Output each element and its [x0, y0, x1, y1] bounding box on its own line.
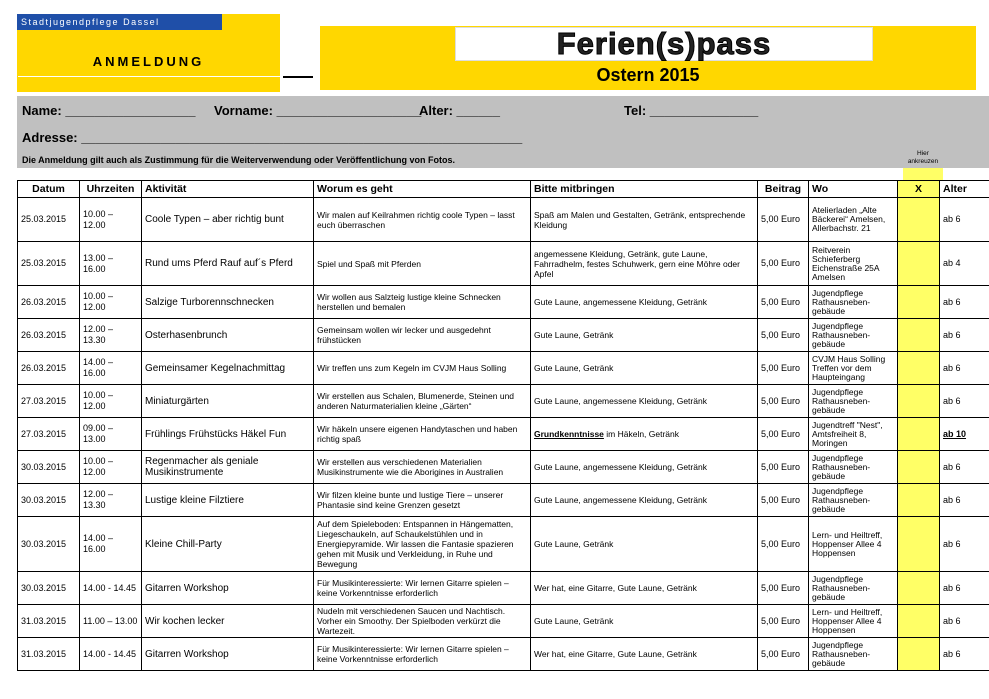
- cell-mitbringen: [531, 418, 758, 451]
- cell-datum: 25.03.2015: [18, 242, 80, 286]
- cell-worum: Wir erstellen aus Schalen, Blumenerde, Steinen und anderen Naturmaterialien kleine „Gärten“: [314, 385, 531, 418]
- signup-checkbox[interactable]: [898, 352, 940, 385]
- cell-wo: Lern- und Heiltreff, Hoppenser Allee 4 Hoppensen: [809, 605, 898, 638]
- mitbringen-emphasis: Grundkenntnisse: [534, 429, 604, 439]
- cell-alter: ab 10: [940, 418, 989, 451]
- cell-zeit: 09.00 – 13.00: [80, 418, 142, 451]
- cell-aktivitaet: Wir kochen lecker: [142, 605, 314, 638]
- cell-datum: 31.03.2015: [18, 638, 80, 671]
- cell-beitrag: 5,00 Euro: [758, 198, 809, 242]
- cell-zeit: 10.00 – 12.00: [80, 198, 142, 242]
- cell-zeit: 10.00 – 12.00: [80, 451, 142, 484]
- signup-checkbox[interactable]: [898, 286, 940, 319]
- divider: [283, 76, 313, 78]
- signup-checkbox[interactable]: [898, 517, 940, 572]
- cell-beitrag: 5,00 Euro: [758, 572, 809, 605]
- cell-worum: Für Musikinteressierte: Wir lernen Gitarre spielen – keine Vorkenntnisse erforderlich: [314, 572, 531, 605]
- cell-zeit: 12.00 – 13.30: [80, 484, 142, 517]
- col-header-worum: Worum es geht: [314, 181, 531, 198]
- cell-mitbringen: Gute Laune, Getränk: [531, 352, 758, 385]
- cell-alter: ab 6: [940, 572, 989, 605]
- mitbringen-rest: im Häkeln, Getränk: [603, 429, 680, 439]
- cell-beitrag: 5,00 Euro: [758, 605, 809, 638]
- cell-beitrag: 5,00 Euro: [758, 352, 809, 385]
- cell-alter: ab 6: [940, 385, 989, 418]
- cell-beitrag: 5,00 Euro: [758, 242, 809, 286]
- cell-aktivitaet: Kleine Chill-Party: [142, 517, 314, 572]
- cell-mitbringen: Gute Laune, Getränk: [531, 319, 758, 352]
- col-header-mitbringen: Bitte mitbringen: [531, 181, 758, 198]
- cell-datum: 30.03.2015: [18, 572, 80, 605]
- cell-worum: Wir malen auf Keilrahmen richtig coole Typen – lasst euch überraschen: [314, 198, 531, 242]
- adresse-field[interactable]: Adresse: _____________________________________________________________: [22, 130, 523, 145]
- table-header-row: [18, 181, 989, 198]
- signup-checkbox[interactable]: [898, 638, 940, 671]
- cell-zeit: 14.00 – 16.00: [80, 352, 142, 385]
- cell-aktivitaet: Miniaturgärten: [142, 385, 314, 418]
- alter-field[interactable]: Alter: ______: [419, 103, 500, 118]
- cell-alter: ab 4: [940, 242, 989, 286]
- cell-beitrag: 5,00 Euro: [758, 418, 809, 451]
- cell-wo: Atelierladen „Alte Bäckerei“ Amelsen, Allerbachstr. 21: [809, 198, 898, 242]
- cell-alter: ab 6: [940, 451, 989, 484]
- cell-wo: Jugendpflege Rathausneben-gebäude: [809, 484, 898, 517]
- cell-alter: ab 6: [940, 319, 989, 352]
- cell-datum: 31.03.2015: [18, 605, 80, 638]
- cell-aktivitaet: Lustige kleine Filztiere: [142, 484, 314, 517]
- cell-aktivitaet: Gemeinsamer Kegelnachmittag: [142, 352, 314, 385]
- cell-aktivitaet: Regenmacher als geniale Musikinstrumente: [142, 451, 314, 484]
- cell-mitbringen: angemessene Kleidung, Getränk, gute Laune, Fahrradhelm, festes Schuhwerk, gern eine Möhre oder Apfel: [531, 242, 758, 286]
- table-row: [18, 451, 989, 484]
- col-header-uhrzeiten: Uhrzeiten: [80, 181, 142, 198]
- cell-aktivitaet: Rund ums Pferd Rauf auf´s Pferd: [142, 242, 314, 286]
- col-header-aktivitaet: Aktivität: [142, 181, 314, 198]
- cell-wo: Jugendpflege Rathausneben-gebäude: [809, 638, 898, 671]
- col-header-alter: Alter: [940, 181, 989, 198]
- signup-checkbox[interactable]: [898, 484, 940, 517]
- cell-wo: Lern- und Heiltreff, Hoppenser Allee 4 Hoppensen: [809, 517, 898, 572]
- logo-banner: [455, 27, 873, 61]
- cell-zeit: 11.00 – 13.00: [80, 605, 142, 638]
- signup-checkbox[interactable]: [898, 605, 940, 638]
- divider: [18, 76, 280, 77]
- table-row: [18, 385, 989, 418]
- cell-alter: ab 6: [940, 605, 989, 638]
- col-header-x: X: [898, 181, 940, 198]
- cell-alter: ab 6: [940, 484, 989, 517]
- logo-text: Ferien(s)pass: [556, 26, 772, 61]
- cell-datum: 30.03.2015: [18, 517, 80, 572]
- table-row: [18, 352, 989, 385]
- cell-zeit: 10.00 – 12.00: [80, 286, 142, 319]
- table-row: [18, 484, 989, 517]
- table-row: [18, 198, 989, 242]
- consent-note: Die Anmeldung gilt auch als Zustimmung für die Weiterverwendung oder Veröffentlichung von Fotos.: [22, 155, 456, 165]
- cell-zeit: 14.00 – 16.00: [80, 517, 142, 572]
- cell-datum: 25.03.2015: [18, 198, 80, 242]
- table-row: [18, 638, 989, 671]
- col-header-beitrag: Beitrag: [758, 181, 809, 198]
- cell-beitrag: 5,00 Euro: [758, 451, 809, 484]
- cell-wo: Jugendpflege Rathausneben-gebäude: [809, 319, 898, 352]
- cell-aktivitaet: Osterhasenbrunch: [142, 319, 314, 352]
- cell-worum: Gemeinsam wollen wir lecker und ausgedehnt frühstücken: [314, 319, 531, 352]
- signup-checkbox[interactable]: [898, 572, 940, 605]
- cell-mitbringen: Gute Laune, Getränk: [531, 605, 758, 638]
- table-row: [18, 517, 989, 572]
- cell-zeit: 14.00 - 14.45: [80, 638, 142, 671]
- table-row: [18, 286, 989, 319]
- cell-wo: Jugendtreff "Nest", Amtsfreiheit 8, Moringen: [809, 418, 898, 451]
- hier-ankreuzen-label: Hier ankreuzen: [907, 150, 939, 165]
- cell-aktivitaet: Gitarren Workshop: [142, 638, 314, 671]
- registration-heading: ANMELDUNG: [92, 54, 205, 69]
- cell-wo: Jugendpflege Rathausneben-gebäude: [809, 286, 898, 319]
- cell-mitbringen: Gute Laune, angemessene Kleidung, Getränk: [531, 484, 758, 517]
- cell-aktivitaet: Gitarren Workshop: [142, 572, 314, 605]
- org-label: Stadtjugendpflege Dassel: [17, 14, 222, 30]
- cell-alter: ab 6: [940, 352, 989, 385]
- signup-checkbox[interactable]: [898, 242, 940, 286]
- cell-worum: Wir filzen kleine bunte und lustige Tiere – unserer Phantasie sind keine Grenzen gesetzt: [314, 484, 531, 517]
- cell-aktivitaet: Frühlings Frühstücks Häkel Fun: [142, 418, 314, 451]
- cell-mitbringen: Gute Laune, Getränk: [531, 517, 758, 572]
- table-row: [18, 319, 989, 352]
- cell-datum: 27.03.2015: [18, 418, 80, 451]
- col-header-datum: Datum: [18, 181, 80, 198]
- cell-aktivitaet: Salzige Turborennschnecken: [142, 286, 314, 319]
- table-row: [18, 242, 989, 286]
- cell-worum: Wir wollen aus Salzteig lustige kleine Schnecken herstellen und bemalen: [314, 286, 531, 319]
- cell-alter: ab 6: [940, 198, 989, 242]
- x-column-marker: [903, 168, 943, 180]
- cell-wo: Reitverein Schieferberg Eichenstraße 25A Amelsen: [809, 242, 898, 286]
- subtitle: Ostern 2015: [596, 65, 700, 85]
- cell-wo: Jugendpflege Rathausneben-gebäude: [809, 572, 898, 605]
- cell-worum: Für Musikinteressierte: Wir lernen Gitarre spielen – keine Vorkenntnisse erforderlich: [314, 638, 531, 671]
- cell-beitrag: 5,00 Euro: [758, 638, 809, 671]
- cell-beitrag: 5,00 Euro: [758, 286, 809, 319]
- cell-beitrag: 5,00 Euro: [758, 517, 809, 572]
- table-row: [18, 572, 989, 605]
- cell-datum: 30.03.2015: [18, 451, 80, 484]
- signup-checkbox[interactable]: [898, 198, 940, 242]
- cell-mitbringen: Gute Laune, angemessene Kleidung, Getränk: [531, 286, 758, 319]
- cell-worum: Wir treffen uns zum Kegeln im CVJM Haus Solling: [314, 352, 531, 385]
- signup-checkbox[interactable]: [898, 451, 940, 484]
- cell-mitbringen: Gute Laune, angemessene Kleidung, Getränk: [531, 385, 758, 418]
- cell-datum: 26.03.2015: [18, 319, 80, 352]
- signup-checkbox[interactable]: [898, 418, 940, 451]
- cell-mitbringen: Gute Laune, angemessene Kleidung, Getränk: [531, 451, 758, 484]
- vorname-field[interactable]: Vorname: ____________________: [214, 103, 422, 118]
- cell-worum: Nudeln mit verschiedenen Saucen und Nachtisch. Vorher ein Smoothy. Der Spielboden verkürzt die Wartezeit.: [314, 605, 531, 638]
- cell-wo: Jugendpflege Rathausneben-gebäude: [809, 451, 898, 484]
- cell-alter: ab 6: [940, 286, 989, 319]
- cell-beitrag: 5,00 Euro: [758, 484, 809, 517]
- cell-worum: Wir häkeln unsere eigenen Handytaschen und haben richtig spaß: [314, 418, 531, 451]
- col-header-wo: Wo: [809, 181, 898, 198]
- cell-zeit: 10.00 – 12.00: [80, 385, 142, 418]
- signup-checkbox[interactable]: [898, 319, 940, 352]
- schedule-table: [17, 180, 989, 671]
- table-row: [18, 605, 989, 638]
- name-field[interactable]: Name: __________________: [22, 103, 196, 118]
- cell-worum: Wir erstellen aus verschiedenen Materialien Musikinstrumente wie die Aborigines in Australien: [314, 451, 531, 484]
- cell-datum: 30.03.2015: [18, 484, 80, 517]
- cell-datum: 26.03.2015: [18, 352, 80, 385]
- cell-aktivitaet: Coole Typen – aber richtig bunt: [142, 198, 314, 242]
- cell-mitbringen: Wer hat, eine Gitarre, Gute Laune, Getränk: [531, 572, 758, 605]
- cell-beitrag: 5,00 Euro: [758, 385, 809, 418]
- signup-checkbox[interactable]: [898, 385, 940, 418]
- tel-field[interactable]: Tel: _______________: [624, 103, 759, 118]
- cell-beitrag: 5,00 Euro: [758, 319, 809, 352]
- cell-datum: 26.03.2015: [18, 286, 80, 319]
- cell-wo: Jugendpflege Rathausneben-gebäude: [809, 385, 898, 418]
- cell-wo: CVJM Haus Solling Treffen vor dem Haupteingang: [809, 352, 898, 385]
- cell-datum: 27.03.2015: [18, 385, 80, 418]
- cell-mitbringen: Spaß am Malen und Gestalten, Getränk, entsprechende Kleidung: [531, 198, 758, 242]
- cell-alter: ab 6: [940, 638, 989, 671]
- cell-alter: ab 6: [940, 517, 989, 572]
- cell-worum: Auf dem Spieleboden: Entspannen in Hängematten, Liegeschaukeln, auf Schaukelstühlen und in Energiepyramide. Wir lassen die Fantasie spazieren gehen mit Musik und Verkleidung, in Ruhe und Bewegung: [314, 517, 531, 572]
- cell-worum: Spiel und Spaß mit Pferden: [314, 242, 531, 286]
- cell-zeit: 14.00 - 14.45: [80, 572, 142, 605]
- cell-zeit: 13.00 – 16.00: [80, 242, 142, 286]
- cell-mitbringen: Wer hat, eine Gitarre, Gute Laune, Getränk: [531, 638, 758, 671]
- cell-zeit: 12.00 – 13.30: [80, 319, 142, 352]
- table-row: [18, 418, 989, 451]
